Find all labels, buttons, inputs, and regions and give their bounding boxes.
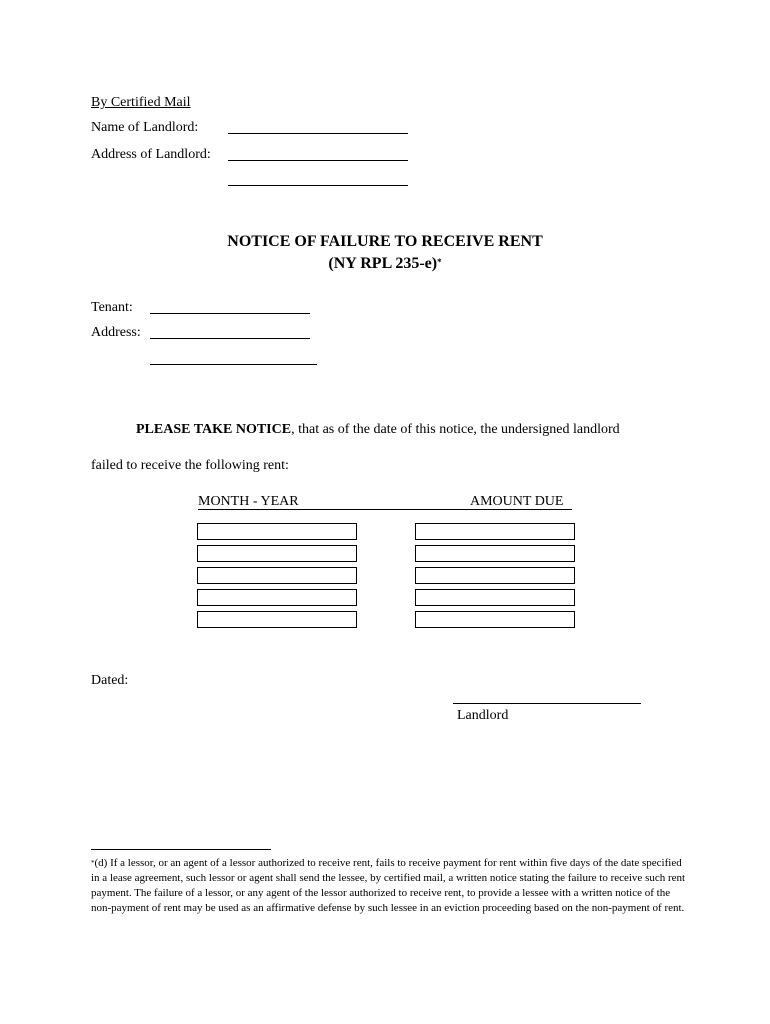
- footnote-text: [91, 856, 691, 916]
- delivery-method: By Certified Mail: [91, 95, 191, 110]
- landlord-name-label: Name of Landlord:: [91, 120, 199, 135]
- notice-text-1: , that as of the date of this notice, the undersigned landlord: [291, 422, 620, 437]
- amount-due-field[interactable]: [415, 611, 575, 628]
- document-title: NOTICE OF FAILURE TO RECEIVE RENT: [227, 233, 543, 250]
- amount-due-field[interactable]: [415, 545, 575, 562]
- dated-label: Dated:: [91, 673, 129, 688]
- month-year-field[interactable]: [197, 589, 357, 606]
- notice-lead: PLEASE TAKE NOTICE: [136, 422, 292, 437]
- landlord-address-label: Address of Landlord:: [91, 147, 211, 162]
- table-header-underline: [198, 509, 572, 510]
- amount-due-header: AMOUNT DUE: [470, 494, 564, 509]
- tenant-address-label: Address:: [91, 325, 141, 340]
- month-year-field[interactable]: [197, 523, 357, 540]
- month-year-field[interactable]: [197, 545, 357, 562]
- document-subtitle: (NY RPL 235-e)*: [328, 255, 442, 272]
- tenant-label: Tenant:: [91, 300, 133, 315]
- notice-paragraph: [136, 422, 620, 438]
- footnote-marker: *: [437, 257, 442, 267]
- footnote-divider: [91, 849, 271, 850]
- month-year-header: MONTH - YEAR: [198, 494, 299, 509]
- landlord-address-line-2[interactable]: [228, 185, 408, 186]
- landlord-name-line[interactable]: [228, 133, 408, 134]
- landlord-address-line-1[interactable]: [228, 160, 408, 161]
- footnote-text-marker: *: [91, 859, 95, 867]
- tenant-address-line-2[interactable]: [150, 364, 317, 365]
- amount-due-field[interactable]: [415, 589, 575, 606]
- notice-text-2: failed to receive the following rent:: [91, 458, 289, 473]
- tenant-name-line[interactable]: [150, 313, 310, 314]
- amount-due-field[interactable]: [415, 567, 575, 584]
- landlord-signature-line[interactable]: [453, 703, 641, 704]
- month-year-field[interactable]: [197, 611, 357, 628]
- tenant-address-line-1[interactable]: [150, 338, 310, 339]
- amount-due-field[interactable]: [415, 523, 575, 540]
- month-year-field[interactable]: [197, 567, 357, 584]
- landlord-signature-label: Landlord: [457, 708, 509, 723]
- footnote-body: (d) If a lessor, or an agent of a lessor authorized to receive rent, fails to receive payment for rent within five days of the date specified in a lease agreement, such lessor or agent shall send the lessee, by certified mail, a written notice stating the failure to receive such rent payment. The failure of a lessor, or any agent of the lessor authorized to receive rent, to provide a lessee with a written notice of the non-payment of rent may be used as an affirmative defense by such lessee in an eviction proceeding based on the non-payment of rent.: [91, 857, 686, 914]
